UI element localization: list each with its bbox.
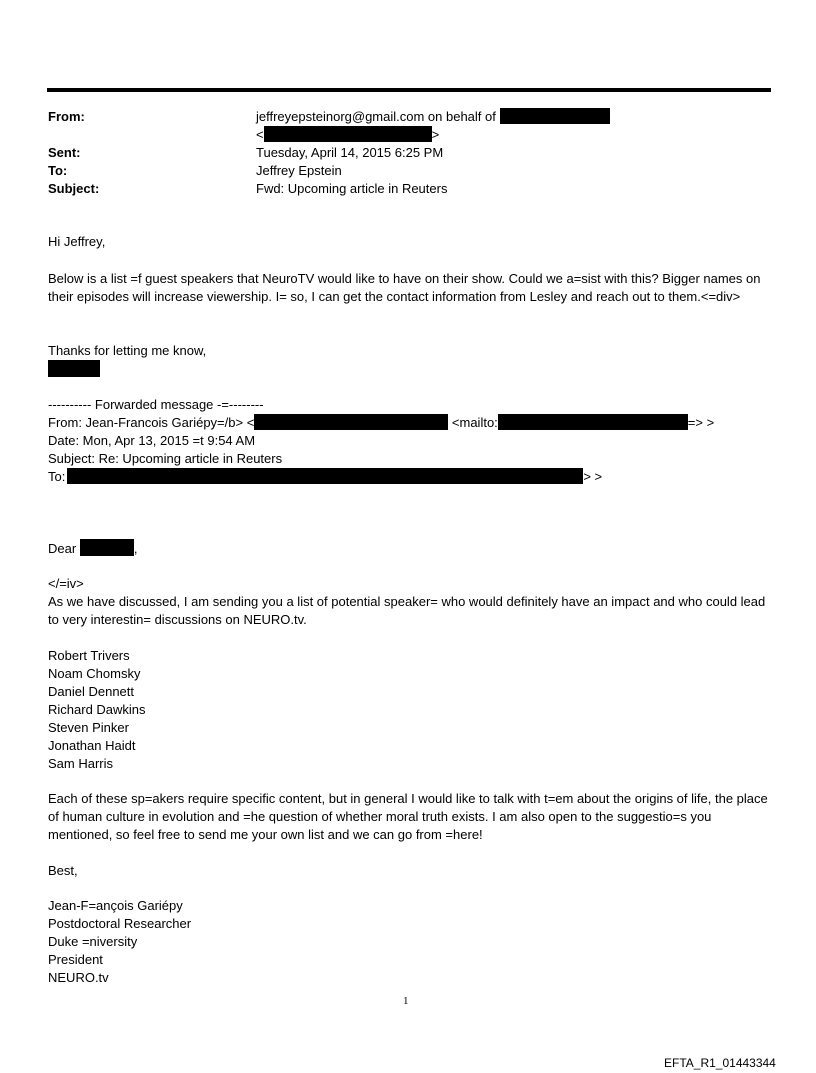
speaker-list-item: Richard Dawkins — [48, 702, 146, 717]
from-label: From: — [48, 109, 85, 124]
forwarded-to-line — [48, 468, 602, 486]
forwarded-to-suffix: > > — [583, 469, 603, 484]
mailto-text: <mailto: — [451, 415, 498, 430]
subject-value: Fwd: Upcoming article in Reuters — [256, 181, 448, 196]
from-address: jeffreyepsteinorg@gmail.com on behalf of — [256, 109, 496, 124]
speaker-list-item: Steven Pinker — [48, 720, 129, 735]
forwarded-from-prefix: From: Jean-Francois Gariépy=/b> < — [48, 415, 255, 430]
signature-line: Jean-F=ançois Gariépy — [48, 898, 183, 913]
redaction-box — [264, 126, 432, 142]
to-label: To: — [48, 163, 68, 178]
redaction-box — [254, 414, 448, 430]
signature-redacted — [48, 360, 100, 379]
redaction-box — [500, 108, 610, 124]
subject-label: Subject: — [48, 181, 100, 196]
closing-line: Best, — [48, 863, 78, 878]
sent-value: Tuesday, April 14, 2015 6:25 PM — [256, 145, 444, 160]
letter-intro: As we have discussed, I am sending you a list of potential speaker= who would definitely have an impact and who could lead to very interestin= discussions on NEURO.tv. — [48, 594, 766, 627]
dear-line — [48, 539, 137, 558]
forwarded-date: Date: Mon, Apr 13, 2015 =t 9:54 AM — [48, 433, 256, 448]
forwarded-from-line — [48, 414, 714, 432]
speaker-list-item: Robert Trivers — [48, 648, 130, 663]
body-paragraph-1: Below is a list =f guest speakers that NeuroTV would like to have on their show. Could we a=sist with this? Bigger names on their episodes will increase viewership. I= so, I can get the contact information from Lesley and reach out to them.<=div> — [48, 271, 761, 304]
speaker-list-item: Sam Harris — [48, 756, 114, 771]
signature-line: Duke =niversity — [48, 934, 138, 949]
header-rule — [47, 88, 771, 92]
bates-number: EFTA_R1_01443344 — [664, 1056, 776, 1070]
speaker-list-item: Jonathan Haidt — [48, 738, 136, 753]
redaction-box — [67, 468, 583, 484]
redaction-box — [48, 360, 100, 377]
greeting: Hi Jeffrey, — [48, 234, 106, 249]
dear-word: Dear — [48, 541, 77, 556]
forwarded-from-suffix: => > — [687, 415, 715, 430]
letter-paragraph-2: Each of these sp=akers require specific content, but in general I would like to talk with t=em about the origins of life, the place of human culture in evolution and =he question of whether moral truth exists. I am also open to the suggestio=s you mentioned, so feel free to send me your own list and we can go from =here! — [48, 791, 768, 842]
from-value — [256, 108, 610, 126]
redaction-box — [80, 539, 134, 556]
forwarded-to-prefix: To: — [48, 469, 66, 484]
redaction-box — [498, 414, 688, 430]
forwarded-divider: ---------- Forwarded message -=-------- — [48, 397, 264, 412]
signature-line: NEURO.tv — [48, 970, 109, 985]
angle-close: > — [431, 127, 440, 142]
to-value: Jeffrey Epstein — [256, 163, 342, 178]
angle-open: < — [256, 127, 264, 142]
signature-line: President — [48, 952, 103, 967]
speaker-list-item: Daniel Dennett — [48, 684, 134, 699]
signature-line: Postdoctoral Researcher — [48, 916, 192, 931]
page-number: 1 — [403, 995, 409, 1007]
dear-comma: , — [133, 541, 138, 556]
thanks-line: Thanks for letting me know, — [48, 343, 207, 358]
sent-label: Sent: — [48, 145, 81, 160]
forwarded-subject: Subject: Re: Upcoming article in Reuters — [48, 451, 283, 466]
from-angle-line — [256, 126, 439, 144]
speaker-list-item: Noam Chomsky — [48, 666, 141, 681]
div-tag-line: </=iv> — [48, 576, 84, 591]
